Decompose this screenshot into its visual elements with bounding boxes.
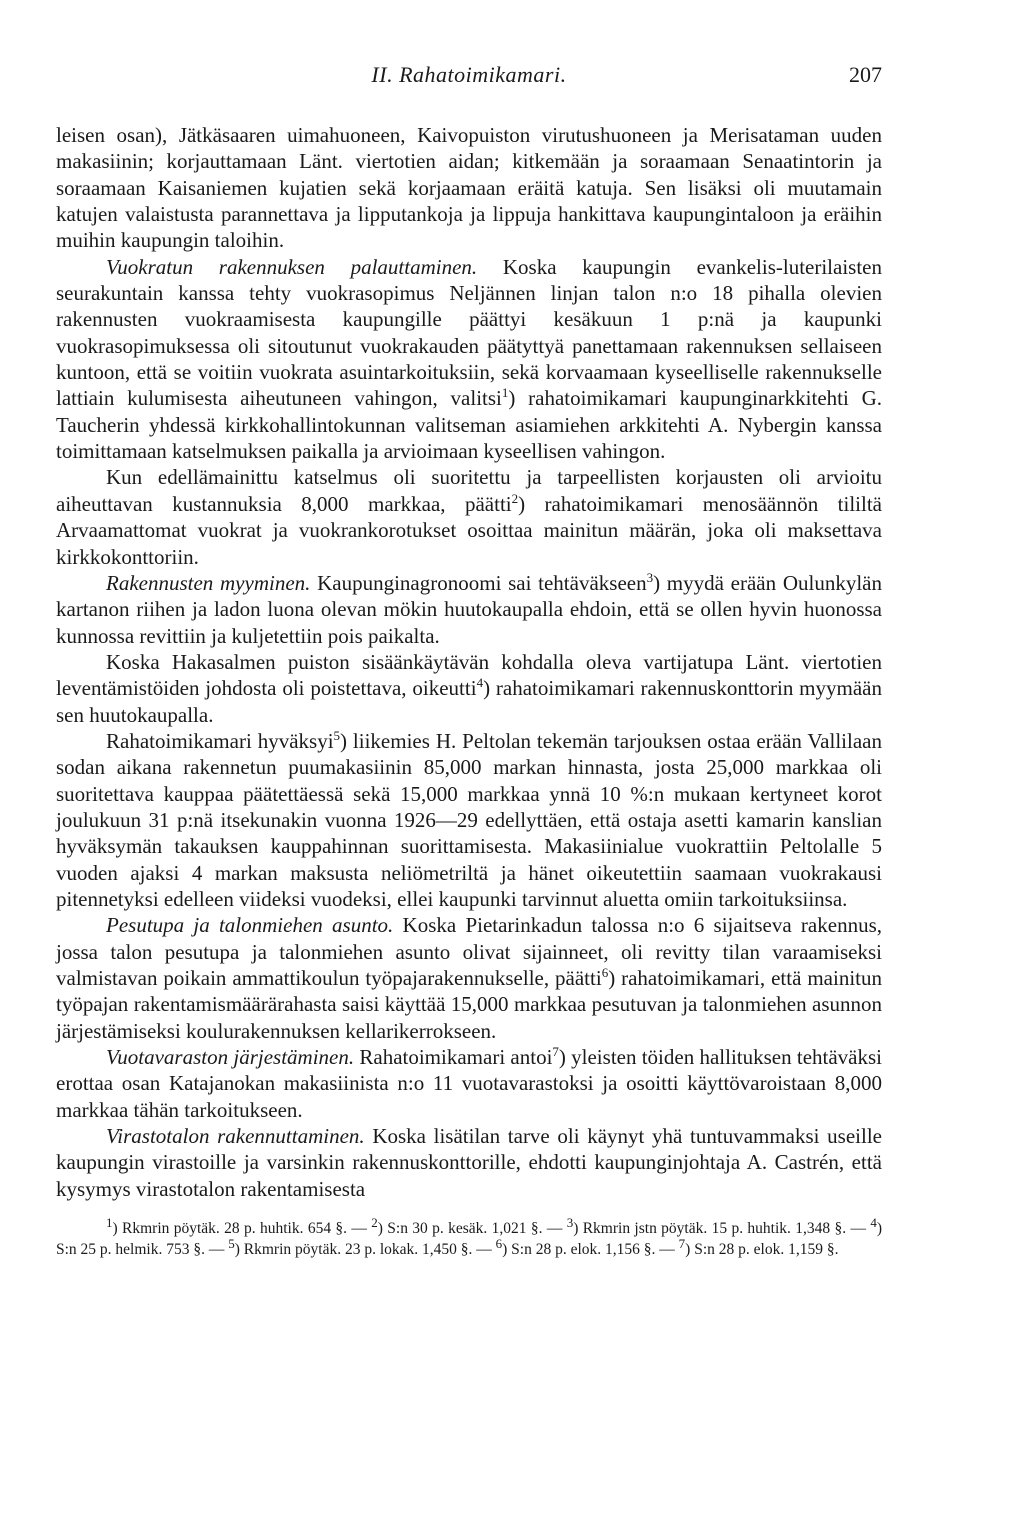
footnote-ref: 6 — [601, 965, 609, 980]
footnote-number: 3 — [566, 1214, 574, 1230]
footnote-ref: 4 — [476, 675, 484, 691]
paragraph: Virastotalon rakennuttaminen. Koska lisätilan tarve oli käynyt yhä tuntuvammaksi useille kaupungin virastoille ja varsinkin rakennuskonttorille, ehdotti kaupunginjohtaja A. Castrén, että kysymys virastotalon rakentamisesta — [56, 1124, 882, 1201]
paragraph: Kun edellämainittu katselmus oli suoritettu ja tarpeellisten korjausten oli arvioitu aiheuttavan kustannuksia 8,000 markkaa, päätti$^2$) rahatoimikamari menosäännön tililtä Arvaamattomat vuokrat ja vuokrankorotukset osoittaa mainitun määrän, joka oli maksettava kirkkokonttoriin. — [56, 465, 882, 569]
section-title: Pesutupa ja talonmiehen asunto. — [106, 913, 394, 938]
section-title: Virastotalon rakennuttaminen. — [106, 1124, 365, 1149]
footnote-text: ) Rkmrin pöytäk. 28 p. huhtik. 654 §. — — [112, 1220, 372, 1238]
body-text — [56, 122, 882, 1202]
footnote-text: ) S:n 28 p. elok. 1,156 §. — — [502, 1241, 679, 1259]
running-title: II. Rahatoimikamari. — [371, 62, 567, 87]
footnote-number: 2 — [371, 1214, 378, 1230]
document-page — [56, 62, 882, 1260]
paragraph: Pesutupa ja talonmiehen asunto. Koska Pietarinkadun talossa n:o 6 sijaitseva rakennus, jossa talon pesutupa ja talonmiehen asunto olivat sijainneet, oli revitty tilan varaamiseksi valmistavan poikain ammattikoulun työpajarakennukselle, päätti$^6$) rahatoimikamari, että mainitun työpajan rakentamismäärärahasta saisi käyttää 15,000 markkaa pesutuvan ja talonmiehen asunnon järjestämiseksi koulurakennuksen kellarikerrokseen. — [56, 913, 882, 1043]
paragraph: Rahatoimikamari hyväksyi$^5$) liikemies H. Peltolan tekemän tarjouksen ostaa erään Vallilaan sodan aikana rakennetun puumakasiinin 85,000 markan hinnasta, josta 25,000 markkaa oli suoritettava kauppaa päätettäessä sekä 15,000 markkaa ynnä 10 %:n mukaan kertyneet korot joulukuun 31 p:nä itsekunakin vuonna 1926—29 edellyttäen, että ostaja asetti kamarin kanslian hyväksymän takauksen kauppahinnan suorittamisesta. Makasiinialue vuokrattiin Peltolalle 5 vuoden ajaksi 4 markan maksusta neliömetriltä ja hänet oikeutettiin saamaan vuokrakausi pitennetyksi edelleen viideksi vuodeksi, ellei kaupunki tarvinnut aluetta omiin tarkoituksiinsa. — [56, 727, 882, 911]
footnote-number: 1 — [106, 1214, 113, 1230]
footnote-ref: 5 — [333, 727, 341, 743]
section-title: Rakennusten myyminen. — [106, 570, 311, 595]
footnote-text: ) S:n 28 p. elok. 1,159 §. — [685, 1241, 839, 1259]
footnote-block — [56, 1214, 882, 1260]
footnote-number: 5 — [228, 1235, 235, 1251]
page-header — [56, 62, 882, 96]
footnote-ref: 3 — [646, 569, 654, 585]
footnote-number: 6 — [495, 1235, 503, 1251]
paragraph: Vuotavaraston järjestäminen. Rahatoimikamari antoi$^7$) yleisten töiden hallituksen tehtäväksi erottaa osan Katajanokan makasiinista n:o 11 vuotavarastoksi ja osoitti käyttövaroistaan 8,000 markkaa tähän tarkoitukseen. — [56, 1044, 883, 1122]
footnote-ref: 2 — [511, 490, 519, 506]
footnote-number: 7 — [678, 1235, 686, 1251]
section-title: Vuokratun rakennuksen palauttaminen. — [106, 254, 478, 279]
paragraph: Koska Hakasalmen puiston sisäänkäytävän kohdalla oleva vartijatupa Länt. viertotien leventämistöiden johdosta oli poistettava, oikeutti$^4$) rahatoimikamari rakennuskonttorin myymään sen huutokaupalla. — [56, 649, 882, 727]
footnote-number: 4 — [870, 1214, 877, 1230]
footnote-text: ) S:n 30 p. kesäk. 1,021 §. — — [377, 1220, 567, 1238]
page-number: 207 — [849, 62, 882, 87]
paragraph: leisen osan), Jätkäsaaren uimahuoneen, Kaivopuiston virutushuoneen ja Merisataman uuden makasiinin; korjauttamaan Länt. viertotien aidan; kitkemään ja soraamaan Senaatintorin ja soraamaan Kaisaniemen kujatien sekä korjaamaan eräitä katuja. Sen lisäksi oli muutamain katujen valaistusta parannettava ja lipputankoja ja lippuja hankittava kaupungintaloon ja eräihin muihin kaupungin taloihin. — [56, 123, 882, 253]
section-title: Vuotavaraston järjestäminen. — [106, 1045, 355, 1070]
paragraph: Vuokratun rakennuksen palauttaminen. Koska kaupungin evankelis-luterilaisten seurakuntain kanssa tehty vuokrasopimus Neljännen linjan talon n:o 18 pihalla olevien rakennusten vuokraamisesta kaupungille päättyi kesäkuun 1 p:nä ja kaupunki vuokrasopimuksessa oli sitoutunut vuokrakauden päätyttyä panettamaan rakennuksen sellaiseen kuntoon, että se voitiin vuokrata asuintarkoituksiin, sekä korvaamaan kyseelliselle rakennukselle lattiain kulumisesta aiheutuneen vahingon, valitsi$^1$) rahatoimikamari kaupunginarkkitehti G. Taucherin yhdessä kirkkohallintokunnan valitseman asiamiehen arkkitehti A. Nybergin kanssa toimittamaan katselmuksen paikalla ja arvioimaan kyseellisen vahingon. — [56, 254, 882, 464]
footnote-ref: 1 — [501, 385, 509, 401]
footnotes — [56, 1214, 882, 1260]
footnote-text: ) S:n 25 p. helmik. 753 §. — — [56, 1220, 882, 1259]
footnote-text: ) Rkmrin pöytäk. 23 p. lokak. 1,450 §. — — [234, 1241, 496, 1259]
footnote-ref: 7 — [552, 1044, 559, 1060]
footnote-text: ) Rkmrin jstn pöytäk. 15 p. huhtik. 1,348 §. — — [573, 1220, 871, 1238]
paragraph: Rakennusten myyminen. Kaupunginagronoomi sai tehtäväkseen$^3$) myydä erään Oulunkylän kartanon riihen ja ladon luona olevan mökin huutokaupalla ehdoin, että se ollen hyvin huonossa kunnossa revittiin ja kuljetettiin pois paikalta. — [56, 569, 882, 648]
